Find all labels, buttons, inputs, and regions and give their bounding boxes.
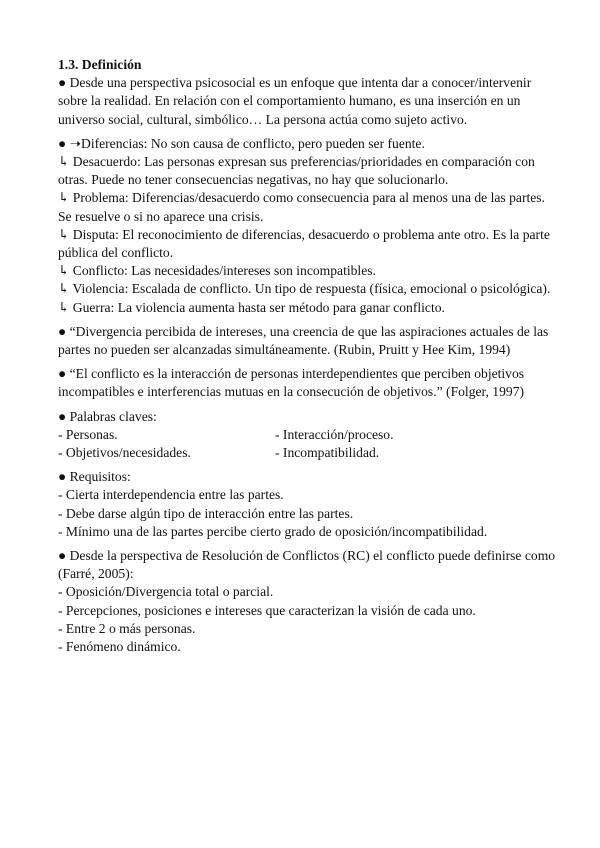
keywords-row <box>58 426 558 444</box>
requisito-item: - Debe darse algún tipo de interacción entre las partes. <box>58 505 354 521</box>
rc-item: - Entre 2 o más personas. <box>58 620 196 636</box>
rc-title: ● Desde la perspectiva de Resolución de Conflictos (RC) el conflicto puede definirse como (Farré, 2005): <box>58 548 556 582</box>
keyword-item: - Incompatibilidad. <box>275 445 380 461</box>
document-page <box>58 56 558 656</box>
step-disputa: ↳ Disputa: El reconocimiento de diferencias, desacuerdo o problema ante otro. Es la parte pública del conflicto. <box>58 226 550 261</box>
step-violencia: ↳ Violencia: Escalada de conflicto. Un tipo de respuesta (física, emocional o psicológica). <box>58 281 551 297</box>
rc-item: - Oposición/Divergencia total o parcial. <box>58 584 274 600</box>
keyword-item: - Objetivos/necesidades. <box>58 445 191 461</box>
section-heading: 1.3. Definición <box>58 57 142 72</box>
quote-folger: ● “El conflicto es la interacción de personas interdependientes que perciben objetivos incompatibles e interferencias mutuas en la consecución de objetivos.” (Folger, 1997) <box>58 366 525 400</box>
quote-rubin: ● “Divergencia percibida de intereses, una creencia de que las aspiraciones actuales de las partes no pueden ser alcanzadas simultáneamente. (Rubin, Pruitt y Hee Kim, 1994) <box>58 323 549 358</box>
step-problema: ↳ Problema: Diferencias/desacuerdo como consecuencia para al menos una de las partes. Se resuelve o si no aparece una crisis. <box>58 190 545 224</box>
step-guerra: ↳ Guerra: La violencia aumenta hasta ser método para ganar conflicto. <box>58 299 445 315</box>
requisitos-block <box>58 468 558 541</box>
rc-item: - Percepciones, posiciones e intereses que caracterizan la visión de cada uno. <box>58 602 476 618</box>
keywords-row <box>58 444 558 462</box>
keywords-block <box>58 408 558 463</box>
requisito-item: - Mínimo una de las partes percibe cierto grado de oposición/incompatibilidad. <box>58 523 488 539</box>
conflict-steps <box>58 135 558 317</box>
step-desacuerdo: ↳ Desacuerdo: Las personas expresan sus preferencias/prioridades en comparación con otras. Puede no tener consecuencias negativas, no hay que solucionarlo. <box>58 154 535 188</box>
keyword-item: - Interacción/proceso. <box>275 426 394 442</box>
keywords-title: ● Palabras claves: <box>58 408 157 424</box>
rc-block <box>58 547 558 656</box>
keyword-item: - Personas. <box>58 426 118 442</box>
rc-item: - Fenómeno dinámico. <box>58 639 181 655</box>
requisito-item: - Cierta interdependencia entre las partes. <box>58 487 284 503</box>
requisitos-title: ● Requisitos: <box>58 469 131 485</box>
step-conflicto: ↳ Conflicto: Las necesidades/intereses son incompatibles. <box>58 263 376 279</box>
step-diferencias: ● ➝Diferencias: No son causa de conflicto, pero pueden ser fuente. <box>58 135 425 151</box>
intro-paragraph: ● Desde una perspectiva psicosocial es un enfoque que intenta dar a conocer/intervenir sobre la realidad. En relación con el comportamiento humano, es una inserción en un universo social, cultural, simbólico… La persona actúa como sujeto activo. <box>58 75 532 127</box>
